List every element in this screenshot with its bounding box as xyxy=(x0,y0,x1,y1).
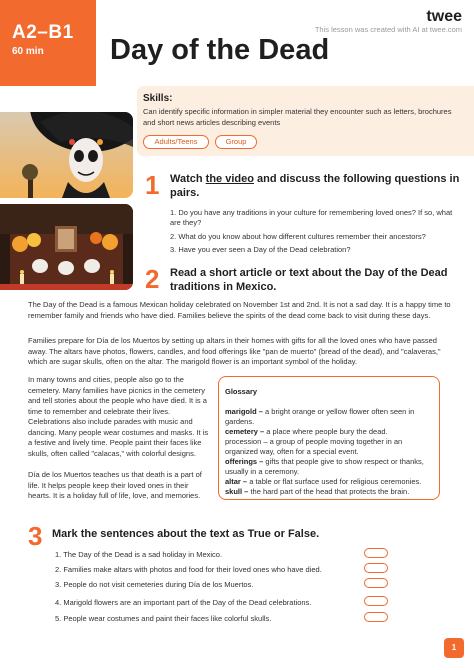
task1-number: 1 xyxy=(145,170,160,200)
statement-text: 3. People do not visit cemeteries during Día de los Muertos. xyxy=(55,580,254,589)
statement-row xyxy=(55,596,465,610)
task3-title: Mark the sentences about the text as True or False. xyxy=(52,528,320,540)
term-cemetery: cemetery – xyxy=(225,427,265,436)
task1-title xyxy=(170,172,465,201)
term-marigold: marigold – xyxy=(225,407,263,416)
skills-heading: Skills: xyxy=(143,93,173,104)
glossary-entry-offerings xyxy=(225,457,431,477)
def-offerings: gifts that people give to show respect or thanks, usually in a ceremony. xyxy=(225,457,424,477)
video-link[interactable]: the video xyxy=(205,173,254,185)
term-altar: altar – xyxy=(225,477,248,486)
catrina-photo xyxy=(0,112,133,198)
term-offerings: offerings – xyxy=(225,457,264,466)
task1-questions xyxy=(170,208,465,258)
answer-box[interactable] xyxy=(364,612,388,622)
def-altar: a table or flat surface used for religious ceremonies. xyxy=(247,477,422,486)
skills-box xyxy=(137,86,474,156)
answer-box[interactable] xyxy=(364,563,388,573)
question-2: 2. What do you know about how different cultures remember their ancestors? xyxy=(170,232,426,241)
answer-box[interactable] xyxy=(364,596,388,606)
glossary-entry-cemetery xyxy=(225,427,431,437)
glossary-entry-altar xyxy=(225,477,431,487)
paragraph-4: Día de los Muertos teaches us that death is a part of life. It helps people keep their loved ones in their hearts. It is a holiday full of life, love, and memories. xyxy=(28,470,202,500)
level-label: A2–B1 xyxy=(12,22,74,43)
def-skull: the hard part of the head that protects the brain. xyxy=(248,487,410,496)
task3-number: 3 xyxy=(28,521,43,551)
altar-photo xyxy=(0,204,133,290)
statement-text: 5. People wear costumes and paint their faces like colorful skulls. xyxy=(55,614,272,623)
page-title: Day of the Dead xyxy=(110,34,330,66)
answer-box[interactable] xyxy=(364,578,388,588)
answer-box[interactable] xyxy=(364,548,388,558)
brand-note: This lesson was created with AI at twee.com xyxy=(314,25,462,34)
statement-row xyxy=(55,612,465,626)
def-cemetery: a place where people bury the dead. xyxy=(264,427,388,436)
def-procession: procession – a group of people moving together in an organized way, often for a special event. xyxy=(225,437,403,457)
tag-format: Group xyxy=(215,135,257,149)
task2-number: 2 xyxy=(145,264,160,294)
term-skull: skull – xyxy=(225,487,249,496)
glossary-entry-skull xyxy=(225,487,431,497)
statement-row xyxy=(55,578,465,592)
paragraph-3: In many towns and cities, people also go to the cemetery. Many families have picnics in the cemetery and tell stories about the people who have died. It is a time to remember and celebrate their lives. Celebrations also include parades with music and dancing. Many people wear costumes and masks. It is a festive and lively time. People paint their faces like skulls, often called "calacas," with colorful designs. xyxy=(28,375,209,458)
paragraph-2: Families prepare for Día de los Muertos by setting up altars in their homes with gifts for all the loved ones who have passed away. The altars have photos, flowers, candles, and food offerings like "pan de muerto" (bread of the dead), and "calaveras," which are sugar skulls, often on the altar. The marigold flower is an important symbol of the holiday. xyxy=(28,336,441,366)
duration-label: 60 min xyxy=(12,46,44,57)
paragraph-1: The Day of the Dead is a famous Mexican holiday celebrated on November 1st and 2nd. It is not a sad day. It is a happy time to remember family and friends who have died. Families believe the spirits of the dead come back to visit during these days. xyxy=(28,300,451,320)
glossary-box xyxy=(218,376,440,500)
statement-text: 4. Marigold flowers are an important part of the Day of the Dead celebrations. xyxy=(55,598,312,607)
glossary-entry-marigold xyxy=(225,407,431,427)
statement-text: 1. The Day of the Dead is a sad holiday in Mexico. xyxy=(55,550,223,559)
def-marigold: a bright orange or yellow flower often seen in gardens. xyxy=(225,407,415,427)
task1-title-post: and discuss the following questions in pairs. xyxy=(170,173,460,200)
glossary-heading: Glossary xyxy=(225,387,258,396)
question-1: 1. Do you have any traditions in your culture for remembering loved ones? If so, what are they? xyxy=(170,208,453,228)
statement-row xyxy=(55,548,465,562)
page-number: 1 xyxy=(444,638,464,658)
level-badge xyxy=(0,0,96,86)
brand-logo: twee xyxy=(426,8,462,25)
question-3: 3. Have you ever seen a Day of the Dead celebration? xyxy=(170,245,351,254)
task1-title-pre: Watch xyxy=(170,173,206,185)
glossary-entry-procession xyxy=(225,437,431,457)
statement-text: 2. Families make altars with photos and food for their loved ones who have died. xyxy=(55,565,322,574)
task2-title: Read a short article or text about the Day of the Dead traditions in Mexico. xyxy=(170,267,448,294)
tag-audience: Adults/Teens xyxy=(143,135,209,149)
statement-row xyxy=(55,563,465,577)
skills-description: Can identify specific information in simpler material they encounter such as letters, brochures and short news articles describing events xyxy=(143,107,452,127)
